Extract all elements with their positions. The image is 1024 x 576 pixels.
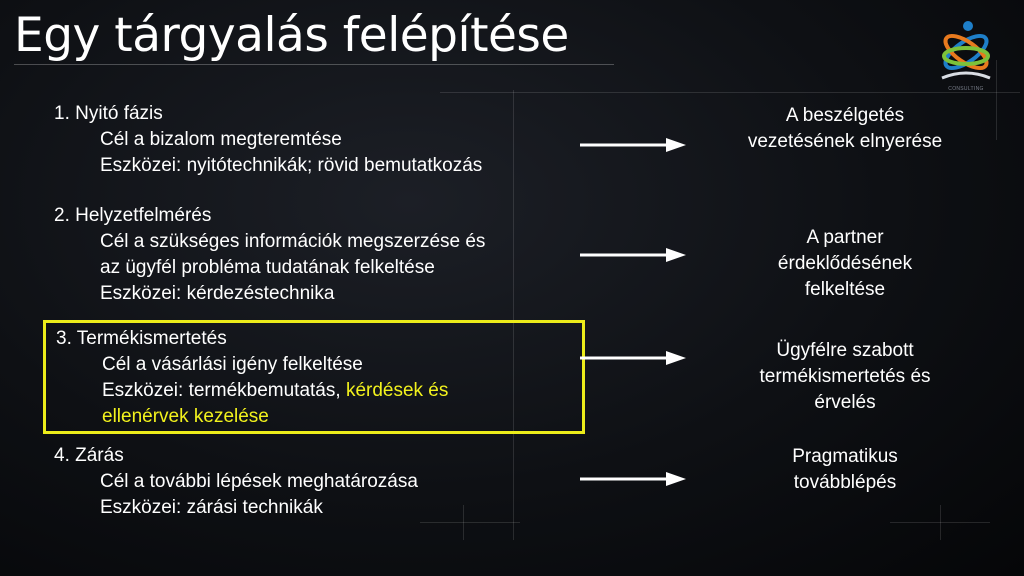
phase-2-result xyxy=(700,225,990,303)
phase-heading: 4. Zárás xyxy=(54,445,124,466)
phase-goal: Cél a vásárlási igény felkeltése xyxy=(102,354,363,375)
phase-goal: Cél a további lépések meghatározása xyxy=(100,471,418,492)
phase-tools-highlight-cont: ellenérvek kezelése xyxy=(102,406,269,427)
result-line: továbblépés xyxy=(793,472,897,493)
phase-tools xyxy=(56,378,448,404)
result-line: Pragmatikus xyxy=(792,446,898,467)
phase-goal-line-2: az ügyfél probléma tudatának felkeltése xyxy=(100,257,435,278)
phase-tools-highlight: kérdések és xyxy=(345,380,449,401)
result-line: érvelés xyxy=(814,392,876,413)
phase-heading: 2. Helyzetfelmérés xyxy=(54,205,212,226)
arrow-right-icon xyxy=(578,350,688,366)
phase-tools-prefix: Eszközei: termékbemutatás, xyxy=(102,380,346,401)
phase-heading: 3. Termékismertetés xyxy=(56,328,227,349)
result-line: Ügyfélre szabott xyxy=(776,340,914,361)
phase-1 xyxy=(54,101,482,179)
result-line: termékismertetés és xyxy=(759,366,931,387)
phase-2 xyxy=(54,203,485,307)
logo-text: CONSULTING xyxy=(948,86,984,92)
decorative-line xyxy=(890,522,990,523)
phase-3-result xyxy=(700,338,990,416)
title-underline xyxy=(14,64,614,65)
phase-heading: 1. Nyitó fázis xyxy=(54,103,163,124)
result-line: érdeklődésének xyxy=(777,253,913,274)
phase-1-result xyxy=(700,103,990,155)
phase-goal-line-1: Cél a szükséges információk megszerzése és xyxy=(100,231,486,252)
phase-goal: Cél a bizalom megteremtése xyxy=(100,129,342,150)
result-line: vezetésének elnyerése xyxy=(747,131,943,152)
result-line: A partner xyxy=(806,227,884,248)
arrow-right-icon xyxy=(578,137,688,153)
phase-4-result xyxy=(700,444,990,496)
decorative-line xyxy=(513,90,514,540)
result-line: A beszélgetés xyxy=(785,105,905,126)
arrow-right-icon xyxy=(578,471,688,487)
decorative-line xyxy=(420,522,520,523)
phase-tools: Eszközei: kérdezéstechnika xyxy=(100,283,335,304)
phase-4 xyxy=(54,443,418,521)
phase-tools: Eszközei: nyitótechnikák; rövid bemutatkozás xyxy=(100,155,483,176)
slide-title: Egy tárgyalás felépítése xyxy=(14,8,569,63)
phase-3 xyxy=(56,326,448,430)
arrow-right-icon xyxy=(578,247,688,263)
phase-tools: Eszközei: zárási technikák xyxy=(100,497,323,518)
result-line: felkeltése xyxy=(804,279,886,300)
